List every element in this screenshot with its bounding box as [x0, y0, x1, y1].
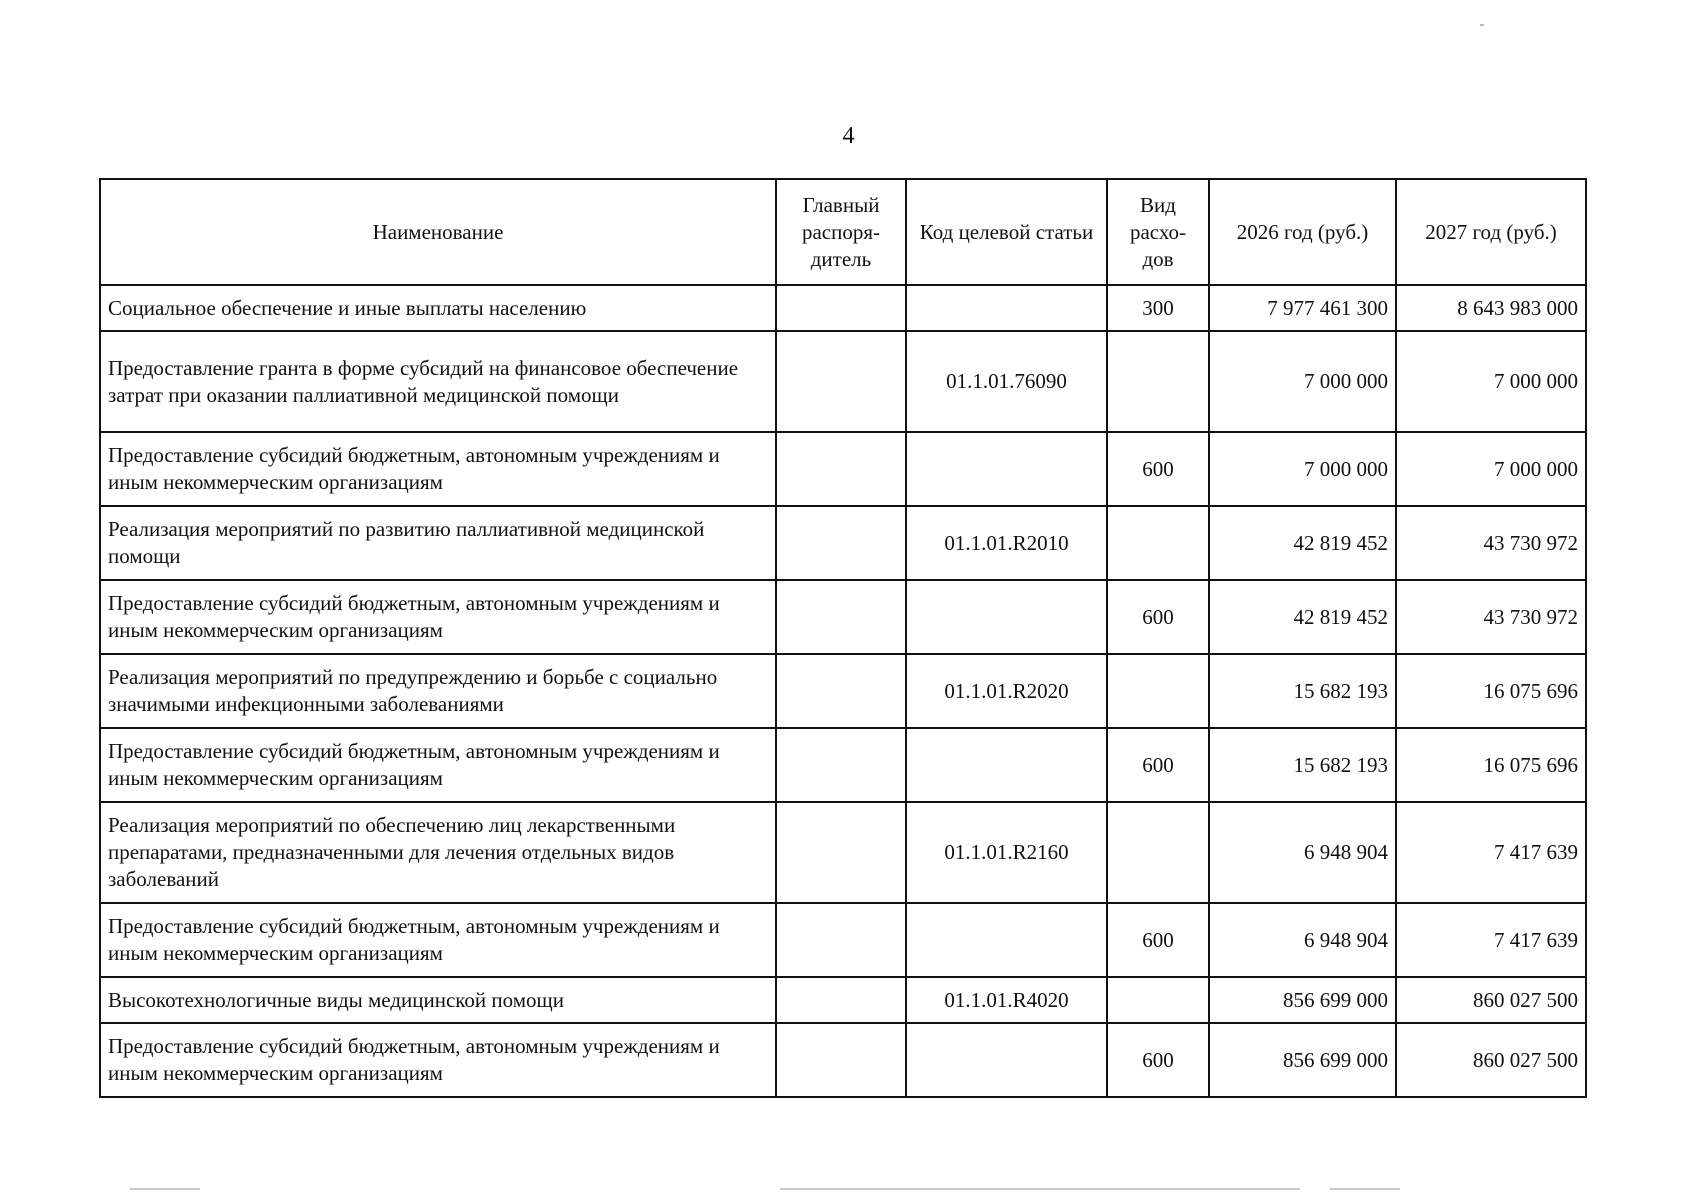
row-2026: 15 682 193 [1209, 728, 1396, 802]
row-2026: 15 682 193 [1209, 654, 1396, 728]
row-2026: 7 000 000 [1209, 331, 1396, 432]
row-code [906, 285, 1107, 331]
budget-table [99, 178, 1587, 1098]
header-year-2026: 2026 год (руб.) [1209, 179, 1396, 285]
scan-artifact-line [130, 1188, 200, 1190]
table-row [100, 580, 1586, 654]
table-row [100, 285, 1586, 331]
row-name: Предоставление гранта в форме субсидий на финансовое обеспечение затрат при оказании паллиативной медицинской помощи [100, 331, 776, 432]
row-2026: 856 699 000 [1209, 1023, 1396, 1097]
header-name: Наименование [100, 179, 776, 285]
header-row [100, 179, 1586, 285]
row-name: Реализация мероприятий по развитию паллиативной медицинской помощи [100, 506, 776, 580]
row-code: 01.1.01.R2160 [906, 802, 1107, 903]
row-2026: 42 819 452 [1209, 506, 1396, 580]
row-code: 01.1.01.R4020 [906, 977, 1107, 1023]
row-name: Предоставление субсидий бюджетным, автономным учреждениям и иным некоммерческим организациям [100, 728, 776, 802]
row-type [1107, 506, 1209, 580]
row-type [1107, 654, 1209, 728]
row-name: Предоставление субсидий бюджетным, автономным учреждениям и иным некоммерческим организациям [100, 1023, 776, 1097]
row-manager [776, 728, 906, 802]
table-row [100, 728, 1586, 802]
row-name: Реализация мероприятий по обеспечению лиц лекарственными препаратами, предназначенными для лечения отдельных видов заболеваний [100, 802, 776, 903]
row-manager [776, 802, 906, 903]
row-name: Социальное обеспечение и иные выплаты населению [100, 285, 776, 331]
table-header [100, 179, 1586, 285]
row-2026: 6 948 904 [1209, 903, 1396, 977]
row-name: Высокотехнологичные виды медицинской помощи [100, 977, 776, 1023]
row-type: 600 [1107, 580, 1209, 654]
page-number: 4 [842, 123, 855, 149]
table-row [100, 432, 1586, 506]
row-2027: 860 027 500 [1396, 1023, 1586, 1097]
row-2027: 860 027 500 [1396, 977, 1586, 1023]
row-2027: 7 000 000 [1396, 432, 1586, 506]
row-manager [776, 654, 906, 728]
row-code: 01.1.01.R2020 [906, 654, 1107, 728]
row-2027: 16 075 696 [1396, 654, 1586, 728]
row-manager [776, 1023, 906, 1097]
row-manager [776, 506, 906, 580]
row-2027: 43 730 972 [1396, 506, 1586, 580]
row-code: 01.1.01.R2010 [906, 506, 1107, 580]
scan-artifact-line [780, 1188, 1300, 1190]
row-name: Предоставление субсидий бюджетным, автономным учреждениям и иным некоммерческим организациям [100, 903, 776, 977]
row-2026: 7 977 461 300 [1209, 285, 1396, 331]
row-code [906, 580, 1107, 654]
row-type: 300 [1107, 285, 1209, 331]
row-type [1107, 331, 1209, 432]
row-manager [776, 903, 906, 977]
row-type: 600 [1107, 432, 1209, 506]
table-row [100, 331, 1586, 432]
row-2027: 16 075 696 [1396, 728, 1586, 802]
row-type [1107, 977, 1209, 1023]
row-code [906, 903, 1107, 977]
row-2026: 856 699 000 [1209, 977, 1396, 1023]
row-2026: 7 000 000 [1209, 432, 1396, 506]
table-body [100, 285, 1586, 1097]
row-2027: 7 417 639 [1396, 802, 1586, 903]
row-type: 600 [1107, 1023, 1209, 1097]
table-row [100, 903, 1586, 977]
row-code: 01.1.01.76090 [906, 331, 1107, 432]
row-2026: 42 819 452 [1209, 580, 1396, 654]
scan-artifact-line [1330, 1188, 1400, 1190]
row-name: Реализация мероприятий по предупреждению и борьбе с социально значимыми инфекционными заболеваниями [100, 654, 776, 728]
table-row [100, 977, 1586, 1023]
header-expense-type: Вид расхо-дов [1107, 179, 1209, 285]
row-manager [776, 580, 906, 654]
row-type [1107, 802, 1209, 903]
row-2027: 7 000 000 [1396, 331, 1586, 432]
row-manager [776, 432, 906, 506]
row-2026: 6 948 904 [1209, 802, 1396, 903]
table-row [100, 506, 1586, 580]
table-row [100, 1023, 1586, 1097]
row-manager [776, 331, 906, 432]
header-target-code: Код целевой статьи [906, 179, 1107, 285]
row-2027: 7 417 639 [1396, 903, 1586, 977]
row-manager [776, 285, 906, 331]
row-type: 600 [1107, 728, 1209, 802]
table-row [100, 802, 1586, 903]
row-manager [776, 977, 906, 1023]
header-year-2027: 2027 год (руб.) [1396, 179, 1586, 285]
row-code [906, 728, 1107, 802]
row-2027: 8 643 983 000 [1396, 285, 1586, 331]
row-name: Предоставление субсидий бюджетным, автономным учреждениям и иным некоммерческим организациям [100, 432, 776, 506]
row-code [906, 1023, 1107, 1097]
row-type: 600 [1107, 903, 1209, 977]
scan-artifact-dot [1480, 24, 1484, 26]
row-name: Предоставление субсидий бюджетным, автономным учреждениям и иным некоммерческим организациям [100, 580, 776, 654]
header-manager: Главный распоря-дитель [776, 179, 906, 285]
table-row [100, 654, 1586, 728]
row-code [906, 432, 1107, 506]
row-2027: 43 730 972 [1396, 580, 1586, 654]
